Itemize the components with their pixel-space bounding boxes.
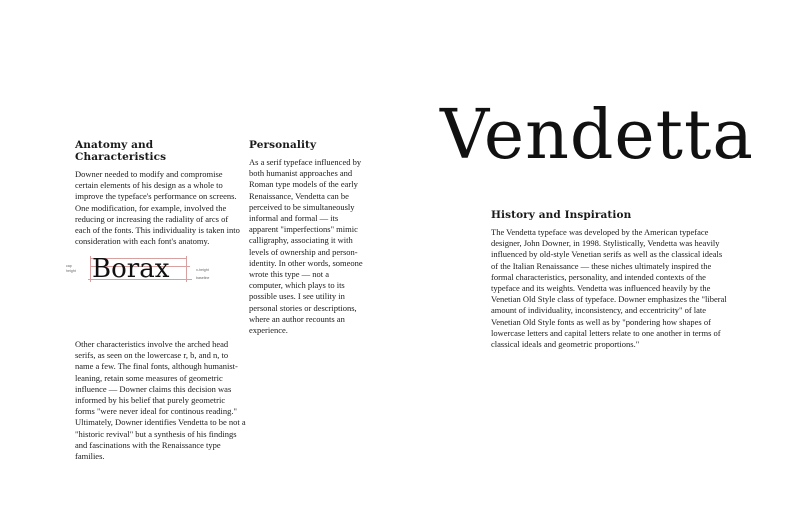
baseline-label: baseline <box>196 276 210 280</box>
x-height-label: x-height <box>196 268 209 272</box>
anatomy-continued <box>75 339 247 462</box>
personality-paragraph: As a serif typeface influenced by both humanist approaches and Roman type models of the early Renaissance, Vendetta can be perceived to be simultaneously informal and formal — its apparent "imperfections" mimic calligraphy, associating it with levels of ownership and person-identity. In other words, someone wrote this type — not a computer, which plays to its possible uses. I see utility in personal stories or descriptions, where an author recounts an experience. <box>249 157 363 336</box>
anatomy-diagram <box>64 252 214 292</box>
history-section <box>491 209 731 350</box>
personality-section <box>249 139 364 336</box>
cap-label: cap <box>66 264 72 268</box>
specimen-text: Borax <box>92 254 170 284</box>
height-label: height <box>66 269 76 273</box>
right-guide <box>186 256 187 282</box>
left-guide <box>90 256 91 282</box>
anatomy-section <box>75 139 243 247</box>
history-paragraph: The Vendetta typeface was developed by the American typeface designer, John Downer, in 1998. Stylistically, Vendetta was heavily influenced by old-style Venetian serifs as well as the classical ideals of the Italian Renaissance — these niches ultimately inspired the formal characteristics, personality, and intended contexts of the typeface and its weights. Vendetta was influenced heavily by the Venetian Old Style class of typeface. Downer emphasizes the "liberal amount of individuality, inconsistency, and eccentricity" of late Venetian Old Style fonts as well as by "pondering how shapes of lowercase letters and capital letters relate to one another in terms of classical ideals and geometric proportions." <box>491 227 727 350</box>
personality-heading: Personality <box>249 139 317 151</box>
anatomy-paragraph: Downer needed to modify and compromise certain elements of his design as a whole to improve the typeface's performance on screens. One modification, for example, involved the reducing or increasing the radiality of arcs of each of the fonts. This individuality is taken into consideration with each font's anatomy. <box>75 169 240 247</box>
page-title: Vendetta <box>440 96 754 175</box>
anatomy-paragraph-2: Other characteristics involve the arched head serifs, as seen on the lowercase r, b, and n, to name a few. The final fonts, although humanist-leaning, retain some measures of geometric influence — Downer claims this decision was informed by his belief that purely geometric forms "were never ideal for continous reading." Ultimately, Downer identifies Vendetta to be not a "historic revival" but a synthesis of his findings and fascinations with the Renaissance type families. <box>75 339 246 462</box>
history-heading: History and Inspiration <box>491 209 632 221</box>
anatomy-heading: Anatomy and Characteristics <box>75 139 167 163</box>
